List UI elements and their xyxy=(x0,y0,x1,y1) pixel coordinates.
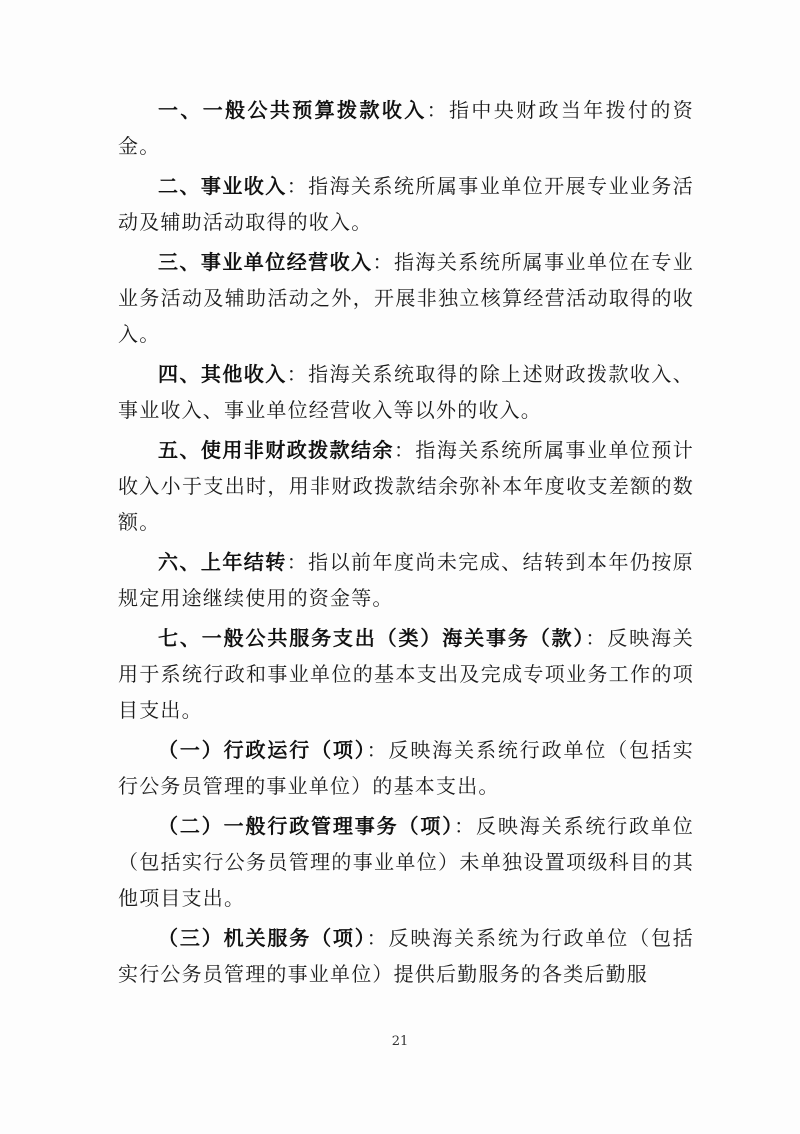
paragraph-general-budget-income xyxy=(118,92,694,164)
term-label: （三）机关服务（项） xyxy=(158,926,367,950)
paragraph-business-income xyxy=(118,168,694,240)
term-label: （二）一般行政管理事务（项） xyxy=(158,814,455,838)
term-label: 二、事业收入 xyxy=(158,174,287,198)
term-description: ：反映海关系统为行政单位（包括实行公务员管理的事业单位）提供后勤服务的各类后勤服 xyxy=(118,926,695,986)
paragraph-customs-affairs xyxy=(118,620,694,728)
term-label: 四、其他收入 xyxy=(158,362,287,386)
term-description: ：指海关系统所属事业单位预计收入小于支出时，用非财政拨款结余弥补本年度收支差额的数额。 xyxy=(118,438,694,534)
term-label: 三、事业单位经营收入 xyxy=(158,250,373,274)
document-body xyxy=(118,92,694,992)
term-label: 一、一般公共预算拨款收入 xyxy=(158,98,427,122)
term-description: ：指海关系统所属事业单位在专业业务活动及辅助活动之外，开展非独立核算经营活动取得的收入。 xyxy=(118,250,694,346)
paragraph-other-income xyxy=(118,356,694,428)
term-description: ：反映海关用于系统行政和事业单位的基本支出及完成专项业务工作的项目支出。 xyxy=(118,626,695,722)
term-label: 六、上年结转 xyxy=(158,550,287,574)
term-label: 五、使用非财政拨款结余 xyxy=(158,438,394,462)
term-description: ：反映海关系统行政单位（包括实行公务员管理的事业单位）未单独设置项级科目的其他项目支出。 xyxy=(118,814,694,910)
paragraph-administrative-operation xyxy=(118,732,694,804)
term-description: ：指海关系统所属事业单位开展专业业务活动及辅助活动取得的收入。 xyxy=(118,174,694,234)
paragraph-operating-income xyxy=(118,244,694,352)
term-description: ：指海关系统取得的除上述财政拨款收入、事业收入、事业单位经营收入等以外的收入。 xyxy=(118,362,694,422)
paragraph-general-administration xyxy=(118,808,694,916)
page-number: 21 xyxy=(391,1034,409,1049)
term-description: ：指以前年度尚未完成、结转到本年仍按原规定用途继续使用的资金等。 xyxy=(118,550,694,610)
term-description: ：反映海关系统行政单位（包括实行公务员管理的事业单位）的基本支出。 xyxy=(118,738,695,798)
paragraph-non-fiscal-surplus xyxy=(118,432,694,540)
paragraph-agency-services xyxy=(118,920,694,992)
term-label: 七、一般公共服务支出（类）海关事务（款） xyxy=(158,626,586,650)
term-label: （一）行政运行（项） xyxy=(158,738,367,762)
paragraph-carryover xyxy=(118,544,694,616)
term-description: ：指中央财政当年拨付的资金。 xyxy=(118,98,694,158)
